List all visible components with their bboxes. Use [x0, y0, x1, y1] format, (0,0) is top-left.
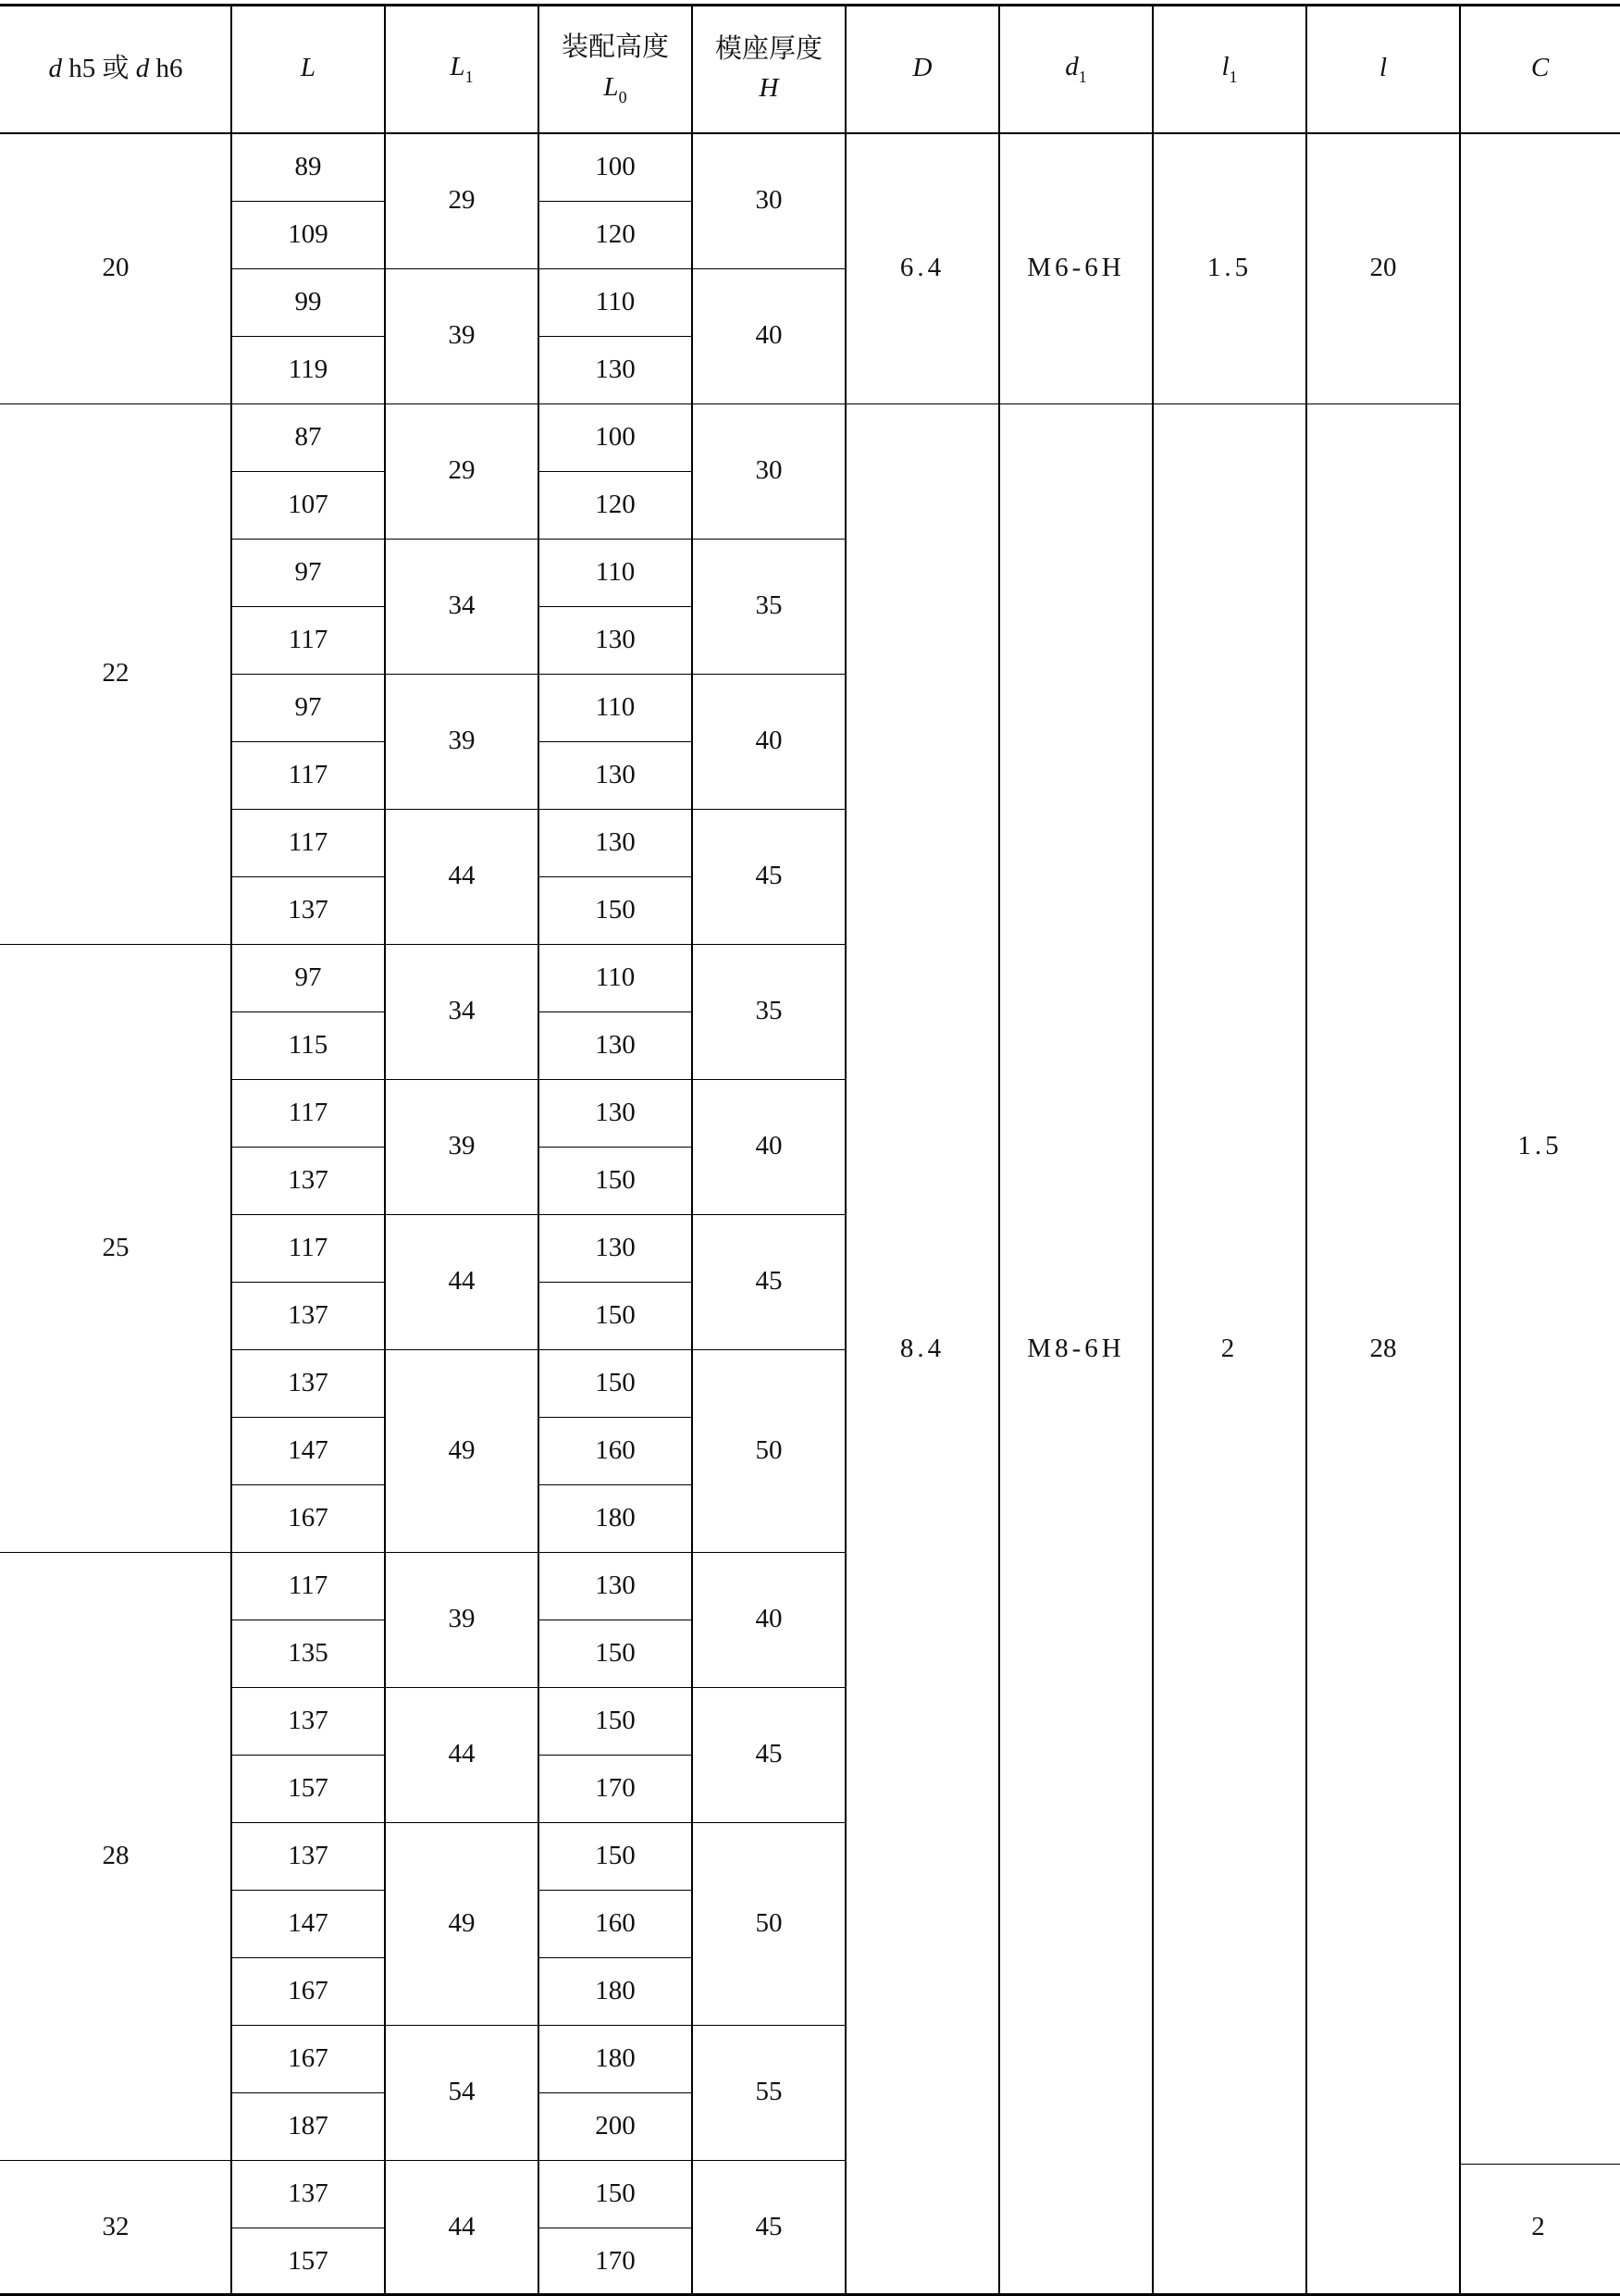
row-divider: [538, 336, 692, 337]
cell-d: 28: [102, 1840, 130, 1870]
header-d1-sub: 1: [1078, 68, 1087, 86]
cell-H: 35: [755, 996, 783, 1026]
cell-d: 20: [102, 253, 130, 283]
cell-L: 117: [288, 624, 328, 654]
cell-H: 40: [755, 1604, 783, 1634]
row-divider: [231, 2025, 385, 2026]
cell-L1: 39: [448, 320, 476, 351]
row-divider: [231, 1079, 385, 1080]
header-d: [0, 4, 231, 133]
row-divider: [538, 1890, 692, 1891]
header-L1-sub: 1: [464, 68, 474, 86]
row-divider: [385, 1687, 538, 1688]
cell-L1: 49: [448, 1434, 476, 1465]
cell-d1: M6-6H: [1027, 253, 1125, 283]
row-divider: [538, 1755, 692, 1756]
row-divider: [692, 403, 846, 404]
row-divider: [538, 268, 692, 269]
cell-H: 50: [755, 1434, 783, 1465]
cell-L1: 34: [448, 996, 476, 1026]
cell-L1: 54: [448, 2077, 476, 2107]
row-divider: [538, 403, 692, 404]
header-L1: [385, 4, 538, 133]
row-divider: [538, 1011, 692, 1012]
row-divider: [538, 809, 692, 810]
row-divider: [231, 876, 385, 877]
cell-L: 187: [288, 2110, 328, 2141]
cell-l1: 2: [1220, 1334, 1239, 1364]
row-divider: [538, 606, 692, 607]
cell-L0: 110: [595, 556, 636, 587]
row-divider: [538, 1214, 692, 1215]
cell-C: 2: [1531, 2212, 1549, 2242]
header-h5: h5: [61, 53, 103, 83]
cell-L: 89: [294, 151, 322, 181]
cell-D: 6.4: [899, 253, 946, 283]
row-divider: [231, 741, 385, 742]
header-l1-sub: 1: [1229, 68, 1238, 86]
row-divider: [231, 1687, 385, 1688]
row-divider: [538, 1957, 692, 1958]
row-divider: [538, 1147, 692, 1148]
cell-L1: 44: [448, 1266, 476, 1297]
cell-L: 167: [288, 1502, 328, 1533]
row-divider: [231, 2092, 385, 2093]
row-divider: [231, 268, 385, 269]
header-l-sym: l: [1379, 53, 1388, 83]
cell-L0: 170: [595, 1772, 636, 1803]
cell-H: 45: [755, 1739, 783, 1769]
row-divider: [538, 1282, 692, 1283]
top-rule: [0, 4, 1620, 6]
cell-l: 20: [1369, 253, 1397, 283]
cell-L: 115: [288, 1029, 328, 1060]
cell-H: 45: [755, 861, 783, 891]
cell-L: 137: [288, 894, 328, 925]
row-divider: [692, 944, 846, 945]
cell-d: 25: [102, 1232, 130, 1262]
cell-H: 55: [755, 2077, 783, 2107]
cell-L: 87: [294, 421, 322, 452]
cell-L0: 150: [595, 1164, 636, 1195]
header-C-sym: C: [1530, 53, 1550, 83]
row-divider: [0, 2160, 231, 2161]
row-divider: [538, 2025, 692, 2026]
row-divider: [538, 674, 692, 675]
header-L-sym: L: [300, 53, 316, 83]
row-divider: [385, 268, 538, 269]
row-divider: [692, 1687, 846, 1688]
column-divider: [538, 4, 539, 2295]
header-D: [846, 4, 999, 133]
cell-L0: 150: [595, 1637, 636, 1668]
cell-L0: 130: [595, 826, 636, 857]
header-L1-sym: L: [450, 52, 465, 81]
cell-L: 137: [288, 1840, 328, 1870]
column-divider: [230, 4, 232, 2295]
column-divider: [1459, 4, 1461, 2295]
cell-H: 40: [755, 1131, 783, 1161]
row-divider: [231, 1282, 385, 1283]
cell-d: 22: [102, 658, 130, 689]
cell-L0: 180: [595, 2042, 636, 2073]
header-L: [231, 4, 385, 133]
cell-L0: 180: [595, 1502, 636, 1533]
cell-H: 45: [755, 2212, 783, 2242]
row-divider: [692, 1822, 846, 1823]
column-divider: [691, 4, 693, 2295]
cell-L: 137: [288, 1164, 328, 1195]
row-divider: [385, 2160, 538, 2161]
header-H-sym: H: [759, 73, 779, 103]
header-D-sym: D: [912, 53, 933, 83]
header-H-title: 模座厚度: [714, 31, 822, 64]
row-divider: [231, 1822, 385, 1823]
header-d-sym-2: d: [129, 53, 150, 83]
cell-H: 50: [755, 1907, 783, 1938]
cell-L0: 110: [595, 691, 636, 722]
row-divider: [538, 876, 692, 877]
column-divider: [384, 4, 386, 2295]
row-divider: [385, 674, 538, 675]
cell-L0: 130: [595, 354, 636, 384]
row-divider: [231, 1147, 385, 1148]
cell-H: 45: [755, 1266, 783, 1297]
row-divider: [692, 268, 846, 269]
cell-L0: 170: [595, 2245, 636, 2276]
row-divider: [1460, 2164, 1620, 2165]
row-divider: [538, 1349, 692, 1350]
row-divider: [231, 1011, 385, 1012]
cell-L: 157: [288, 1772, 328, 1803]
row-divider: [385, 1349, 538, 1350]
cell-L1: 29: [448, 455, 476, 486]
cell-L1: 29: [448, 185, 476, 216]
row-divider: [385, 1552, 538, 1553]
cell-L: 97: [294, 691, 322, 722]
cell-L: 99: [294, 286, 322, 316]
row-divider: [385, 2025, 538, 2026]
cell-H: 40: [755, 726, 783, 756]
row-divider: [231, 809, 385, 810]
row-divider: [385, 1214, 538, 1215]
header-rule: [0, 132, 1620, 134]
cell-L1: 39: [448, 726, 476, 756]
row-divider: [538, 2092, 692, 2093]
cell-L: 117: [288, 759, 328, 789]
cell-H: 30: [755, 185, 783, 216]
cell-H: 40: [755, 320, 783, 351]
cell-L: 117: [288, 1232, 328, 1262]
row-divider: [692, 809, 846, 810]
row-divider: [231, 1349, 385, 1350]
cell-l1: 1.5: [1206, 253, 1253, 283]
row-divider: [385, 403, 538, 404]
row-divider: [231, 1890, 385, 1891]
row-divider: [231, 471, 385, 472]
cell-L0: 100: [595, 151, 636, 181]
row-divider: [231, 201, 385, 202]
cell-L0: 130: [595, 1232, 636, 1262]
cell-L: 157: [288, 2245, 328, 2276]
cell-L: 147: [288, 1434, 328, 1465]
cell-L: 137: [288, 1367, 328, 1397]
row-divider: [231, 403, 385, 404]
row-divider: [538, 1822, 692, 1823]
row-divider: [692, 1079, 846, 1080]
cell-L0: 180: [595, 1975, 636, 2005]
column-divider: [998, 4, 1000, 2295]
cell-L0: 150: [595, 1705, 636, 1735]
cell-L0: 150: [595, 1367, 636, 1397]
cell-L: 147: [288, 1907, 328, 1938]
row-divider: [231, 539, 385, 540]
header-d1: [999, 4, 1153, 133]
row-divider: [692, 674, 846, 675]
row-divider: [385, 1822, 538, 1823]
cell-L: 137: [288, 1705, 328, 1735]
header-d1-sym: d: [1065, 52, 1079, 81]
row-divider: [0, 403, 231, 404]
cell-L0: 120: [595, 489, 636, 519]
cell-d1: M8-6H: [1027, 1334, 1125, 1364]
row-divider: [231, 2160, 385, 2161]
row-divider: [231, 1214, 385, 1215]
cell-L0: 150: [595, 1840, 636, 1870]
row-divider: [231, 1957, 385, 1958]
cell-l: 28: [1369, 1334, 1397, 1364]
row-divider: [538, 2160, 692, 2161]
header-L0-sym: L: [603, 71, 619, 102]
cell-L: 137: [288, 1299, 328, 1330]
cell-L0: 150: [595, 894, 636, 925]
column-divider: [845, 4, 847, 2295]
cell-L0: 160: [595, 1434, 636, 1465]
cell-L1: 39: [448, 1131, 476, 1161]
row-divider: [385, 809, 538, 810]
row-divider: [692, 1214, 846, 1215]
cell-L: 117: [288, 1570, 328, 1600]
row-divider: [231, 336, 385, 337]
row-divider: [538, 1484, 692, 1485]
cell-L0: 110: [595, 286, 636, 316]
row-divider: [692, 1349, 846, 1350]
row-divider: [0, 944, 231, 945]
cell-L: 107: [288, 489, 328, 519]
header-d-sym: d: [48, 53, 62, 83]
header-l1-sym: l: [1221, 52, 1230, 81]
cell-L0: 110: [595, 962, 636, 992]
cell-L0: 150: [595, 1299, 636, 1330]
cell-L: 117: [288, 826, 328, 857]
row-divider: [231, 1552, 385, 1553]
cell-L0: 130: [595, 1570, 636, 1600]
cell-L: 137: [288, 2178, 328, 2208]
cell-L1: 44: [448, 2212, 476, 2242]
column-divider: [1152, 4, 1154, 2295]
cell-L0: 130: [595, 759, 636, 789]
cell-L0: 130: [595, 1029, 636, 1060]
row-divider: [538, 741, 692, 742]
row-divider: [231, 606, 385, 607]
header-L0-sub: 0: [618, 87, 627, 106]
cell-L1: 49: [448, 1907, 476, 1938]
cell-L0: 120: [595, 218, 636, 249]
header-H: [692, 4, 846, 133]
cell-L0: 200: [595, 2110, 636, 2141]
cell-L: 97: [294, 556, 322, 587]
cell-L0: 130: [595, 624, 636, 654]
cell-L: 167: [288, 2042, 328, 2073]
header-L0-title: 装配高度: [561, 31, 669, 63]
cell-H: 30: [755, 455, 783, 486]
column-divider: [1305, 4, 1307, 2295]
row-divider: [846, 403, 1460, 404]
row-divider: [538, 1552, 692, 1553]
cell-L: 135: [288, 1637, 328, 1668]
cell-D: 8.4: [899, 1334, 946, 1364]
cell-L0: 150: [595, 2178, 636, 2208]
cell-L: 119: [288, 354, 328, 384]
row-divider: [538, 1417, 692, 1418]
row-divider: [231, 944, 385, 945]
cell-L: 167: [288, 1975, 328, 2005]
cell-d: 32: [102, 2212, 130, 2242]
cell-L1: 44: [448, 1739, 476, 1769]
row-divider: [231, 1417, 385, 1418]
cell-L: 97: [294, 962, 322, 992]
row-divider: [692, 2025, 846, 2026]
header-L0: [538, 4, 692, 133]
row-divider: [538, 944, 692, 945]
cell-L0: 160: [595, 1907, 636, 1938]
cell-L0: 100: [595, 421, 636, 452]
row-divider: [385, 539, 538, 540]
row-divider: [538, 1079, 692, 1080]
row-divider: [538, 1687, 692, 1688]
cell-L0: 130: [595, 1097, 636, 1127]
header-h6: h6: [149, 53, 183, 83]
row-divider: [231, 674, 385, 675]
cell-L1: 34: [448, 590, 476, 621]
row-divider: [538, 201, 692, 202]
row-divider: [0, 1552, 231, 1553]
cell-L: 109: [288, 218, 328, 249]
row-divider: [692, 539, 846, 540]
header-l: [1306, 4, 1460, 133]
row-divider: [692, 2160, 846, 2161]
row-divider: [231, 1755, 385, 1756]
row-divider: [385, 944, 538, 945]
cell-L: 117: [288, 1097, 328, 1127]
row-divider: [231, 1484, 385, 1485]
cell-H: 35: [755, 590, 783, 621]
cell-L1: 39: [448, 1604, 476, 1634]
cell-L1: 44: [448, 861, 476, 891]
row-divider: [692, 1552, 846, 1553]
header-C: [1460, 4, 1620, 133]
row-divider: [538, 471, 692, 472]
header-l1: [1153, 4, 1306, 133]
row-divider: [385, 1079, 538, 1080]
row-divider: [538, 539, 692, 540]
cell-C: 1.5: [1517, 1131, 1563, 1161]
header-or: 或: [102, 51, 130, 83]
